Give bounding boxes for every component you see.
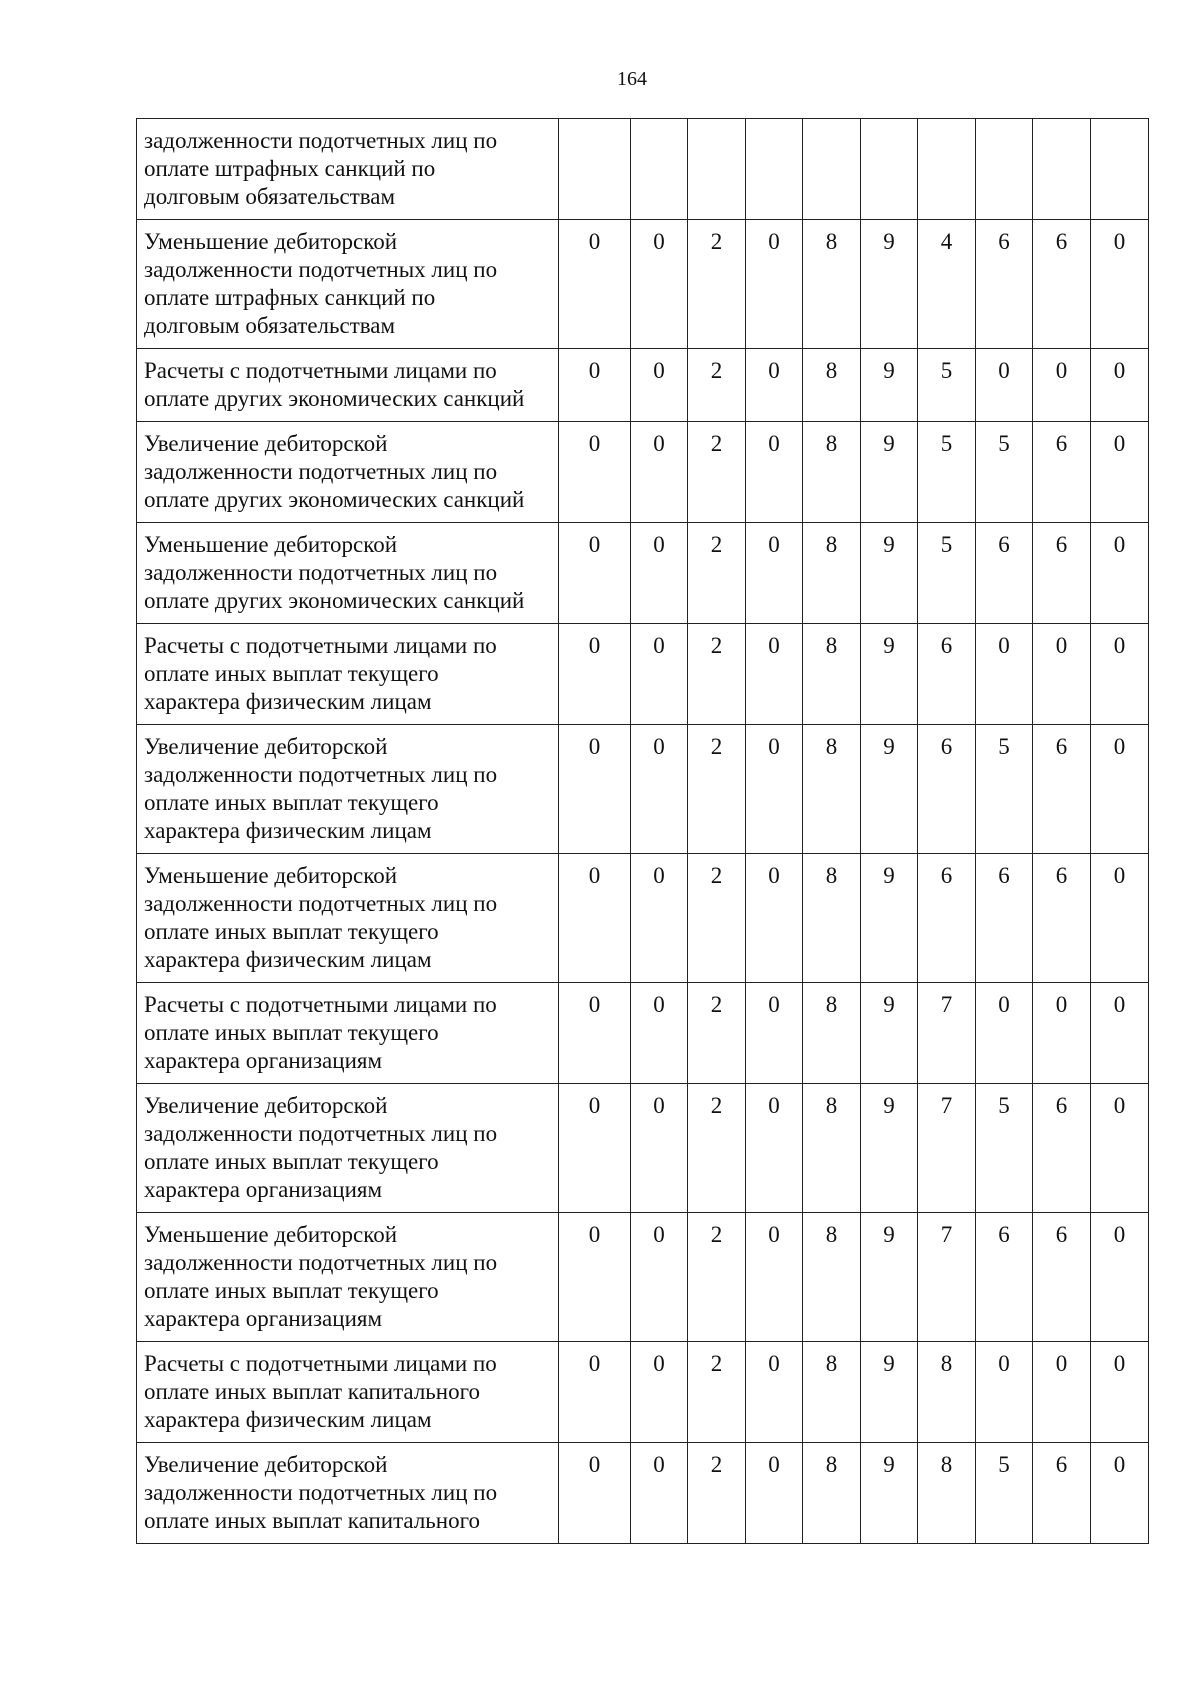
code-digit-cell: 9	[861, 349, 918, 422]
description-line: Увеличение дебиторской	[144, 1093, 388, 1118]
code-digit-cell: 0	[631, 624, 688, 725]
code-digit-cell	[1091, 119, 1149, 220]
code-digit-cell: 2	[688, 1443, 746, 1544]
code-digit-cell: 6	[1033, 725, 1091, 854]
row-description	[137, 624, 559, 725]
code-digit-cell: 0	[976, 624, 1033, 725]
code-digit-cell	[559, 119, 631, 220]
code-digit-cell	[1033, 119, 1091, 220]
description-line: Увеличение дебиторской	[144, 431, 388, 456]
code-digit-cell: 0	[746, 854, 803, 983]
row-description	[137, 1443, 559, 1544]
code-digit-cell: 8	[803, 523, 861, 624]
code-digit-cell: 0	[746, 1342, 803, 1443]
code-digit-cell: 6	[1033, 1084, 1091, 1213]
code-digit-cell: 0	[559, 349, 631, 422]
code-digit-cell: 8	[803, 1084, 861, 1213]
description-line: задолженности подотчетных лиц по	[144, 1480, 498, 1505]
description-line: характера организациям	[144, 1048, 383, 1073]
code-digit-cell: 9	[861, 725, 918, 854]
description-line: Расчеты с подотчетными лицами по	[144, 358, 497, 383]
description-line: оплате иных выплат текущего	[144, 919, 439, 944]
code-digit-cell: 0	[1091, 1213, 1149, 1342]
code-digit-cell: 0	[1091, 1084, 1149, 1213]
code-digit-cell: 0	[1033, 983, 1091, 1084]
description-line: долговым обязательствам	[144, 313, 396, 338]
code-digit-cell: 0	[559, 624, 631, 725]
description-line: задолженности подотчетных лиц по	[144, 1121, 498, 1146]
code-digit-cell: 7	[918, 983, 976, 1084]
code-digit-cell: 6	[976, 220, 1033, 349]
code-digit-cell: 9	[861, 854, 918, 983]
code-digit-cell: 5	[918, 523, 976, 624]
code-digit-cell: 8	[803, 349, 861, 422]
description-line: оплате иных выплат текущего	[144, 661, 439, 686]
code-digit-cell: 0	[631, 220, 688, 349]
code-digit-cell: 8	[918, 1443, 976, 1544]
description-line: оплате штрафных санкций по	[144, 285, 436, 310]
table-row	[137, 1342, 1149, 1443]
description-line: задолженности подотчетных лиц по	[144, 257, 498, 282]
code-digit-cell: 9	[861, 523, 918, 624]
code-digit-cell: 0	[1033, 349, 1091, 422]
code-digit-cell: 0	[1091, 624, 1149, 725]
code-digit-cell: 0	[559, 854, 631, 983]
description-line: оплате штрафных санкций по	[144, 156, 436, 181]
table-row	[137, 725, 1149, 854]
description-line: задолженности подотчетных лиц по	[144, 459, 498, 484]
code-digit-cell: 2	[688, 1084, 746, 1213]
account-codes-table	[136, 118, 1149, 1544]
code-digit-cell: 5	[976, 1443, 1033, 1544]
code-digit-cell: 5	[918, 349, 976, 422]
table-row	[137, 1084, 1149, 1213]
code-digit-cell: 8	[803, 1443, 861, 1544]
code-digit-cell: 5	[976, 1084, 1033, 1213]
code-digit-cell: 8	[803, 220, 861, 349]
table-row	[137, 119, 1149, 220]
code-digit-cell: 0	[1091, 1342, 1149, 1443]
code-digit-cell: 0	[559, 1342, 631, 1443]
code-digit-cell: 2	[688, 725, 746, 854]
code-digit-cell: 0	[1091, 854, 1149, 983]
code-digit-cell: 2	[688, 523, 746, 624]
code-digit-cell: 0	[1091, 220, 1149, 349]
code-digit-cell: 2	[688, 854, 746, 983]
code-digit-cell: 0	[631, 1084, 688, 1213]
code-digit-cell: 9	[861, 624, 918, 725]
code-digit-cell: 0	[1091, 523, 1149, 624]
code-digit-cell: 9	[861, 422, 918, 523]
code-digit-cell: 6	[1033, 1443, 1091, 1544]
description-line: оплате других экономических санкций	[144, 386, 525, 411]
code-digit-cell: 2	[688, 1213, 746, 1342]
table-row	[137, 1213, 1149, 1342]
code-digit-cell: 9	[861, 1342, 918, 1443]
code-digit-cell: 6	[918, 854, 976, 983]
code-digit-cell: 9	[861, 1213, 918, 1342]
description-line: задолженности подотчетных лиц по	[144, 128, 498, 153]
description-line: характера физическим лицам	[144, 818, 432, 843]
description-line: оплате других экономических санкций	[144, 487, 525, 512]
code-digit-cell: 6	[1033, 523, 1091, 624]
code-digit-cell: 0	[976, 349, 1033, 422]
code-digit-cell	[803, 119, 861, 220]
description-line: Увеличение дебиторской	[144, 1452, 388, 1477]
row-description	[137, 854, 559, 983]
description-line: Уменьшение дебиторской	[144, 1222, 398, 1247]
row-description	[137, 983, 559, 1084]
code-digit-cell: 2	[688, 349, 746, 422]
code-digit-cell: 8	[803, 854, 861, 983]
table-row	[137, 220, 1149, 349]
description-line: оплате иных выплат текущего	[144, 790, 439, 815]
code-digit-cell: 0	[631, 422, 688, 523]
code-digit-cell	[918, 119, 976, 220]
table-row	[137, 349, 1149, 422]
code-digit-cell: 0	[559, 725, 631, 854]
row-description	[137, 119, 559, 220]
code-digit-cell: 6	[976, 854, 1033, 983]
code-digit-cell: 6	[918, 725, 976, 854]
code-digit-cell: 0	[559, 523, 631, 624]
table-row	[137, 854, 1149, 983]
code-digit-cell: 0	[559, 1213, 631, 1342]
description-line: оплате иных выплат капитального	[144, 1379, 480, 1404]
code-digit-cell: 9	[861, 220, 918, 349]
code-digit-cell: 6	[918, 624, 976, 725]
table-row	[137, 624, 1149, 725]
code-digit-cell: 0	[1091, 422, 1149, 523]
code-digit-cell: 0	[559, 1443, 631, 1544]
description-line: задолженности подотчетных лиц по	[144, 560, 498, 585]
code-digit-cell: 8	[803, 1342, 861, 1443]
description-line: задолженности подотчетных лиц по	[144, 891, 498, 916]
code-digit-cell: 0	[976, 983, 1033, 1084]
code-digit-cell: 6	[1033, 1213, 1091, 1342]
row-description	[137, 349, 559, 422]
table-row	[137, 523, 1149, 624]
code-digit-cell: 0	[559, 220, 631, 349]
row-description	[137, 725, 559, 854]
description-line: Расчеты с подотчетными лицами по	[144, 992, 497, 1017]
code-digit-cell: 2	[688, 220, 746, 349]
description-line: оплате иных выплат текущего	[144, 1278, 439, 1303]
description-line: Увеличение дебиторской	[144, 734, 388, 759]
description-line: характера организациям	[144, 1306, 383, 1331]
row-description	[137, 422, 559, 523]
code-digit-cell: 0	[976, 1342, 1033, 1443]
table-row	[137, 983, 1149, 1084]
description-line: Уменьшение дебиторской	[144, 863, 398, 888]
code-digit-cell: 8	[918, 1342, 976, 1443]
code-digit-cell: 8	[803, 624, 861, 725]
code-digit-cell: 0	[631, 349, 688, 422]
description-line: оплате других экономических санкций	[144, 588, 525, 613]
description-line: Уменьшение дебиторской	[144, 532, 398, 557]
code-digit-cell: 2	[688, 1342, 746, 1443]
row-description	[137, 220, 559, 349]
description-line: долговым обязательствам	[144, 184, 396, 209]
code-digit-cell: 0	[631, 1342, 688, 1443]
code-digit-cell: 2	[688, 624, 746, 725]
code-digit-cell: 0	[746, 1213, 803, 1342]
table-row	[137, 422, 1149, 523]
code-digit-cell: 0	[1033, 624, 1091, 725]
code-digit-cell: 0	[631, 983, 688, 1084]
description-line: задолженности подотчетных лиц по	[144, 762, 498, 787]
code-digit-cell: 7	[918, 1084, 976, 1213]
code-digit-cell: 2	[688, 983, 746, 1084]
table-body	[137, 119, 1149, 1544]
code-digit-cell: 0	[631, 1213, 688, 1342]
code-digit-cell	[976, 119, 1033, 220]
code-digit-cell: 9	[861, 1443, 918, 1544]
code-digit-cell: 0	[746, 1084, 803, 1213]
code-digit-cell: 0	[1091, 983, 1149, 1084]
code-digit-cell: 8	[803, 1213, 861, 1342]
code-digit-cell: 0	[1091, 1443, 1149, 1544]
code-digit-cell: 0	[631, 854, 688, 983]
description-line: характера организациям	[144, 1177, 383, 1202]
row-description	[137, 1213, 559, 1342]
code-digit-cell: 0	[631, 1443, 688, 1544]
code-digit-cell: 6	[1033, 854, 1091, 983]
code-digit-cell: 5	[918, 422, 976, 523]
code-digit-cell: 0	[746, 983, 803, 1084]
code-digit-cell: 0	[746, 349, 803, 422]
code-digit-cell: 7	[918, 1213, 976, 1342]
code-digit-cell: 5	[976, 422, 1033, 523]
row-description	[137, 523, 559, 624]
table-row	[137, 1443, 1149, 1544]
code-digit-cell	[746, 119, 803, 220]
description-line: характера физическим лицам	[144, 1407, 432, 1432]
code-digit-cell: 6	[1033, 422, 1091, 523]
code-digit-cell: 6	[976, 523, 1033, 624]
code-digit-cell: 0	[559, 422, 631, 523]
row-description	[137, 1342, 559, 1443]
code-digit-cell: 5	[976, 725, 1033, 854]
code-digit-cell: 0	[746, 220, 803, 349]
code-digit-cell: 0	[746, 422, 803, 523]
description-line: задолженности подотчетных лиц по	[144, 1250, 498, 1275]
row-description	[137, 1084, 559, 1213]
code-digit-cell: 0	[1091, 349, 1149, 422]
code-digit-cell: 0	[746, 1443, 803, 1544]
code-digit-cell	[631, 119, 688, 220]
page-number: 164	[617, 68, 647, 90]
description-line: Уменьшение дебиторской	[144, 229, 398, 254]
code-digit-cell: 0	[631, 523, 688, 624]
code-digit-cell: 0	[746, 624, 803, 725]
code-digit-cell	[861, 119, 918, 220]
description-line: Расчеты с подотчетными лицами по	[144, 1351, 497, 1376]
code-digit-cell: 0	[559, 1084, 631, 1213]
code-digit-cell: 9	[861, 983, 918, 1084]
code-digit-cell: 0	[1033, 1342, 1091, 1443]
description-line: оплате иных выплат текущего	[144, 1149, 439, 1174]
code-digit-cell: 0	[746, 725, 803, 854]
description-line: оплате иных выплат текущего	[144, 1020, 439, 1045]
code-digit-cell	[688, 119, 746, 220]
description-line: Расчеты с подотчетными лицами по	[144, 633, 497, 658]
code-digit-cell: 0	[631, 725, 688, 854]
code-digit-cell: 8	[803, 983, 861, 1084]
code-digit-cell: 4	[918, 220, 976, 349]
description-line: оплате иных выплат капитального	[144, 1508, 480, 1533]
code-digit-cell: 6	[1033, 220, 1091, 349]
code-digit-cell: 0	[746, 523, 803, 624]
code-digit-cell: 2	[688, 422, 746, 523]
code-digit-cell: 8	[803, 725, 861, 854]
code-digit-cell: 8	[803, 422, 861, 523]
code-digit-cell: 0	[559, 983, 631, 1084]
description-line: характера физическим лицам	[144, 689, 432, 714]
code-digit-cell: 6	[976, 1213, 1033, 1342]
code-digit-cell: 9	[861, 1084, 918, 1213]
description-line: характера физическим лицам	[144, 947, 432, 972]
code-digit-cell: 0	[1091, 725, 1149, 854]
